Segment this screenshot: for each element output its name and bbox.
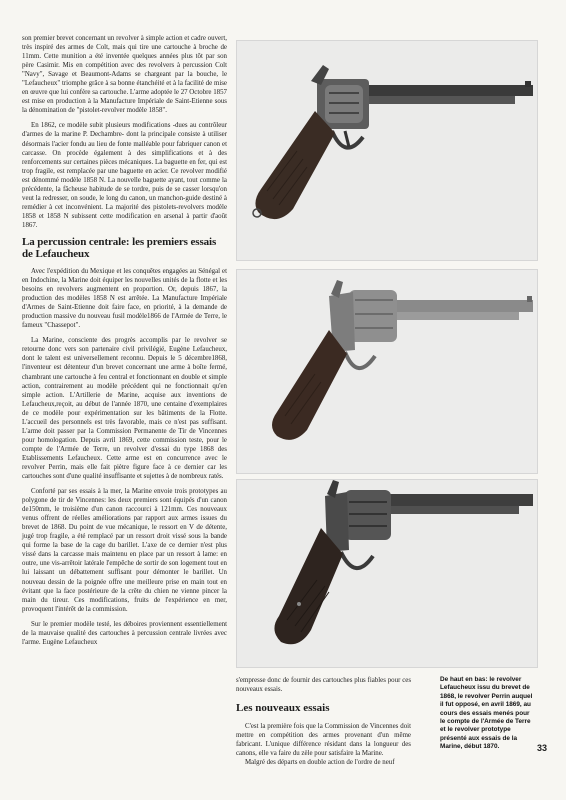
left-text-column xyxy=(22,34,227,653)
paragraph-1: son premier brevet concernant un revolver à simple action et cadre ouvert, très inspiré des armes de Colt, mais qui tire une cartouche à broche de 11mm. Cette munition a été inventée quelques années plus tôt par son père Casimir. Mis en compétition avec des revolvers à percussion Colt "Navy", Savage et Beaumont-Adams se chargeant par la bouche, le "Lefaucheux" triomphe grâce à sa bonne étanchéité et à la facilité de mise en œuvre que lui confère sa cartouche. L'arme adoptée le 27 Octobre 1857 est mise en production à la Manufacture Impériale de Saint-Etienne sous la dénomination de "pistolet-revolver modèle 1858". xyxy=(22,35,227,115)
middle-paragraph-1: C'est la première fois que la Commission de Vincennes doit mettre en compétition des armes provenant d'un même fabricant. L'unique différence résidant dans la longueur des canons, elle va faire du zèle pour satisfaire la Marine. xyxy=(236,723,411,758)
paragraph-3: Avec l'expédition du Mexique et les conquêtes engagées au Sénégal et en Indochine, la Marine doit équiper les nouvelles unités de la flotte et les besoins en revolvers augmentent en proportion. Or, depuis 1867, la production des modèles 1858 N est arrêtée. La Manufacture Impériale d'Armes de Saint-Etienne doit faire face, en priorité, à la demande de production massive du nouveau fusil modèle1866 de l'Armée de Terre, le fameux "Chassepot". xyxy=(22,267,227,330)
paragraph-4: La Marine, consciente des progrès accomplis par le revolver se retourne donc vers son partenaire civil privilégié, Eugène Lefaucheux, dont le talent est universellement reconnu. Depuis le 5 décembre1868, l'inventeur est détenteur d'un brevet concernant une arme à boîte fermé, chambrant une cartouche à feu central et fonctionnant en double et simple action, contrairement au modèle précédent qui ne fonctionnait qu'en simple action. L'Artillerie de Marine, acquise aux inventions de Lefaucheux,reçoit, au début de l'année 1870, une centaine d'exemplaires de ce modèle pour expérimentation sur les bâtiments de la Flotte. L'accueil des personnels est très favorable, mais ce n'est pas suffisant. L'arme doit passer par la Commission Permanente de Tir de Vincennes pour homologation. Depuis avril 1869, cette commission teste, pour le compte de l'Armée de Terre, un revolver d'essai du type 1868 des Etablissements Lefaucheux. Cette arme est en concurrence avec le revolver Perrin, mais elle fait piètre figure face à ce dernier car les cartouches sont d'une qualité insuffisante et sujettes à de nombreux ratés. xyxy=(22,337,227,481)
paragraph-6: Sur le premier modèle testé, les déboires proviennent essentiellement de la mauvaise qualité des cartouches à percussion centrale livrées avec l'arme. Eugène Lefaucheux xyxy=(22,620,227,646)
photo-caption: De haut en bas: le revolver Lefaucheux issu du brevet de 1868, le revolver Perrin auquel il fut opposé, en avril 1869, au cours des essais menés pour le compte de l'Armée de Terre et le revolver prototype présenté aux essais de la Marine, début 1870. xyxy=(440,676,533,751)
photo-revolver-prototype-marine xyxy=(236,479,538,668)
paragraph-5: Conforté par ses essais à la mer, la Marine envoie trois prototypes au polygone de tir de Vincennes: les deux premiers sont équipés d'un canon de150mm, le troisième d'un canon raccourci à 121mm. Ces nouveaux venus offrent de réelles améliorations par rapport aux armes issues du brevet de 1868. Du point de vue mécanique, le ressort en V de détente, jugé trop fragile, a été remplacé par un ressort droit vissé sous la bande qui forme la base de la cage du barillet. L'axe de ce dernier n'est plus vissé dans la carcasse mais maintenu en place par un ressort à lame: en outre, une vis-arrêtoir latérale l'empêche de sortir de son logement tout en lui laissant un débattement suffisant pour démonter le barillet. Un nouveau dessin de la poignée offre une meilleure prise en main tout en évitant que la face postérieure de la crête du chien ne vienne pincer la main du tireur. Ces modifications, fruits de l'expérience en mer, provoquent l'intérêt de la commission. xyxy=(22,488,227,613)
middle-text-column xyxy=(236,676,411,767)
paragraph-2: En 1862, ce modèle subit plusieurs modifications -dues au contrôleur d'armes de la marine P. Dechambre- dont la principale consiste à utiliser désormais l'acier fondu au lieu de fonte malléable pour fabriquer canon et carcasse. On procède également à des simplifications et à des renforcements sur certaines pièces mécaniques. La baguette en fer, qui est trop fragile, est remplacée par une baguette en acier. Ce revolver modifié est dénommé modèle 1858 N. La nouvelle baguette ayant, tout comme la précédente, la fâcheuse habitude de se tordre, puis de se casser lorsqu'on veut la redresser, on soude, le long du canon, un manchon-guide destiné à remédier à cet inconvénient. La majorité des pistolets-revolvers modèle 1858 et 1858 N subissent cette modification en arsenal à partir d'août 1867. xyxy=(22,122,227,229)
photo-revolver-lefaucheux-1868 xyxy=(236,40,538,261)
page-number: 33 xyxy=(537,743,548,753)
photo-revolver-perrin xyxy=(236,269,538,474)
section-heading-percussion: La percussion centrale: les premiers essais de Lefaucheux xyxy=(22,235,217,261)
middle-paragraph-2: Malgré des départs en double action de l'ordre de neuf xyxy=(245,759,395,767)
section-heading-nouveaux-essais: Les nouveaux essais xyxy=(236,702,330,715)
middle-lead-paragraph: s'empresse donc de fournir des cartouches plus fiables pour ces nouveaux essais. xyxy=(236,677,411,694)
